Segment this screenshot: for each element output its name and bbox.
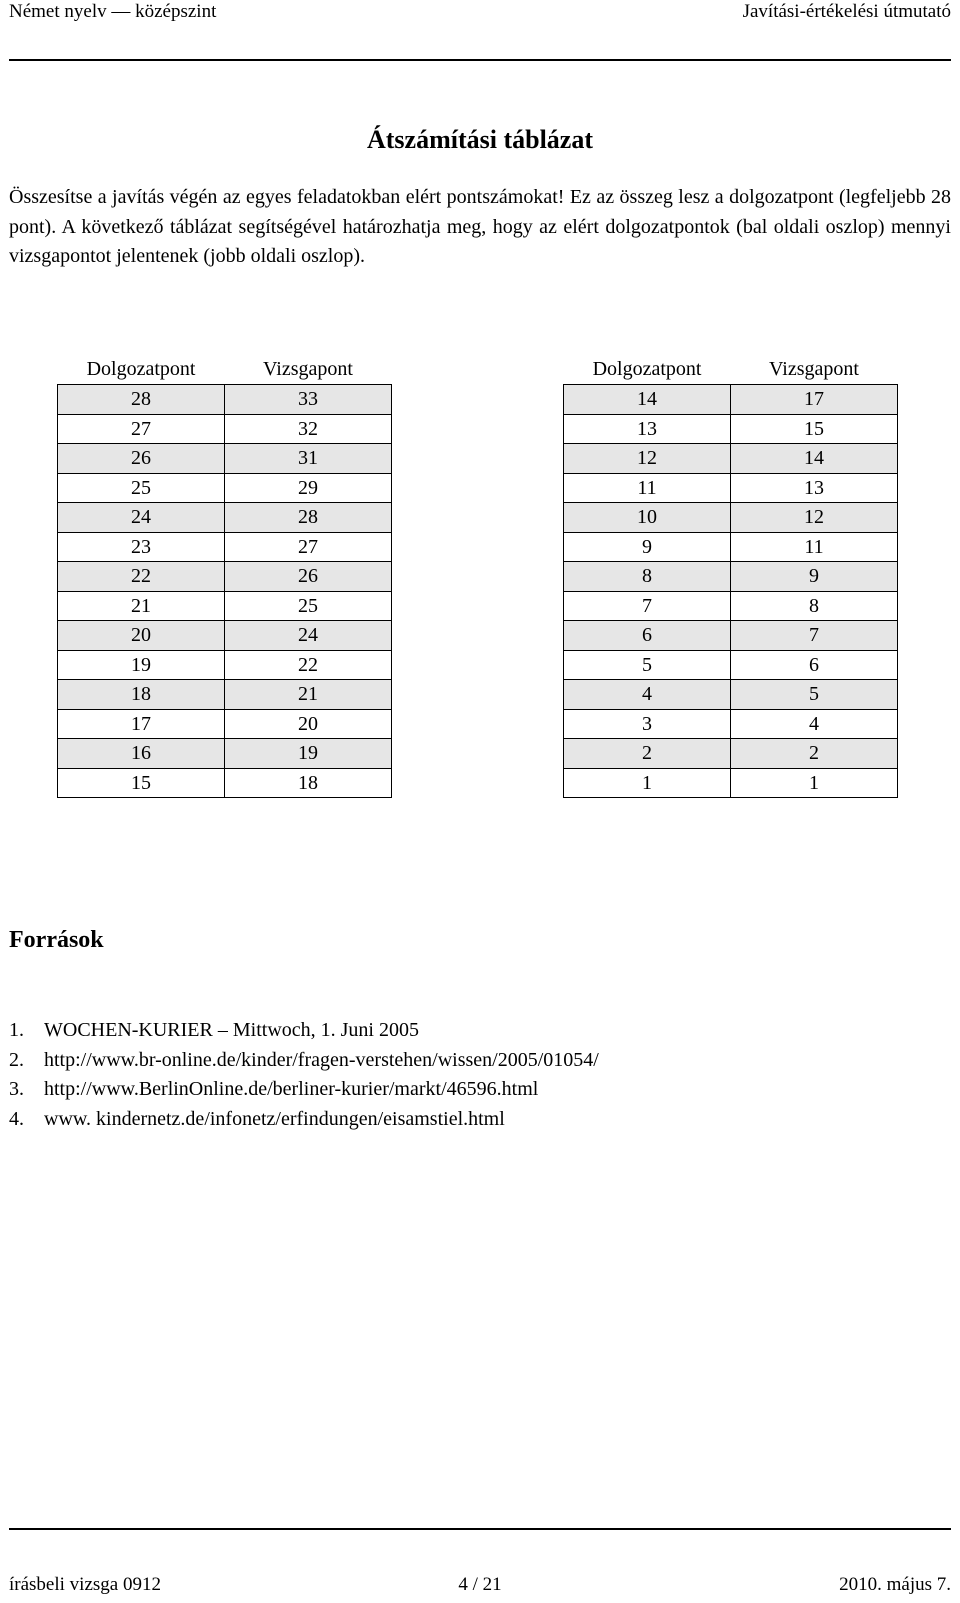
source-text: WOCHEN-KURIER – Mittwoch, 1. Juni 2005 <box>44 1019 419 1041</box>
table-row <box>564 532 898 562</box>
table-row <box>58 591 392 621</box>
table-row <box>564 621 898 651</box>
table-row <box>564 650 898 680</box>
table-row <box>58 739 392 769</box>
cell-dolgozatpont: 18 <box>58 680 225 710</box>
cell-vizsgapont: 18 <box>225 768 392 798</box>
cell-vizsgapont: 29 <box>225 473 392 503</box>
source-item <box>9 1105 599 1135</box>
cell-dolgozatpont: 19 <box>58 650 225 680</box>
cell-dolgozatpont: 4 <box>564 680 731 710</box>
page-title: Átszámítási táblázat <box>366 125 593 154</box>
conversion-table-left <box>57 355 392 798</box>
cell-vizsgapont: 31 <box>225 444 392 474</box>
cell-dolgozatpont: 8 <box>564 562 731 592</box>
table-row <box>564 414 898 444</box>
cell-vizsgapont: 9 <box>731 562 898 592</box>
cell-vizsgapont: 26 <box>225 562 392 592</box>
cell-vizsgapont: 14 <box>731 444 898 474</box>
cell-dolgozatpont: 12 <box>564 444 731 474</box>
cell-vizsgapont: 13 <box>731 473 898 503</box>
page-header <box>9 0 951 24</box>
column-header-dolgozatpont: Dolgozatpont <box>86 358 196 380</box>
cell-vizsgapont: 2 <box>731 739 898 769</box>
header-document-type: Javítási-értékelési útmutató <box>742 1 951 22</box>
cell-dolgozatpont: 20 <box>58 621 225 651</box>
source-item <box>9 1075 599 1105</box>
cell-vizsgapont: 7 <box>731 621 898 651</box>
table-row <box>58 503 392 533</box>
cell-vizsgapont: 25 <box>225 591 392 621</box>
table-row <box>58 650 392 680</box>
source-number: 1. <box>9 1019 24 1041</box>
header-subject: Német nyelv — középszint <box>9 1 217 22</box>
footer-divider <box>9 1528 951 1530</box>
header-divider <box>9 59 951 61</box>
sources-list <box>9 1016 599 1134</box>
cell-dolgozatpont: 2 <box>564 739 731 769</box>
column-header-dolgozatpont: Dolgozatpont <box>592 358 702 380</box>
table-row <box>564 562 898 592</box>
cell-vizsgapont: 4 <box>731 709 898 739</box>
cell-vizsgapont: 5 <box>731 680 898 710</box>
cell-vizsgapont: 22 <box>225 650 392 680</box>
intro-paragraph: Összesítse a javítás végén az egyes feladatokban elért pontszámokat! Ez az összeg lesz a dolgozatpont (legfeljebb 28 pont). A következő táblázat segítségével határozhatja meg, hogy az elért dolgozatpontok (bal oldali oszlop) mennyi vizsgapontot jelentenek (jobb oldali oszlop). <box>9 186 951 267</box>
cell-vizsgapont: 33 <box>225 385 392 415</box>
table-row <box>58 768 392 798</box>
source-link[interactable]: http://www.BerlinOnline.de/berliner-kurier/markt/46596.html <box>44 1078 539 1100</box>
table-row <box>564 444 898 474</box>
footer-page-number: 4 / 21 <box>458 1574 502 1595</box>
cell-dolgozatpont: 10 <box>564 503 731 533</box>
table-row <box>58 562 392 592</box>
cell-vizsgapont: 21 <box>225 680 392 710</box>
table-row <box>564 503 898 533</box>
table-row <box>58 680 392 710</box>
cell-dolgozatpont: 16 <box>58 739 225 769</box>
table-row <box>564 768 898 798</box>
table-row <box>564 591 898 621</box>
cell-dolgozatpont: 5 <box>564 650 731 680</box>
conversion-table-right <box>563 355 898 798</box>
cell-dolgozatpont: 14 <box>564 385 731 415</box>
source-number: 4. <box>9 1107 24 1130</box>
source-number: 3. <box>9 1078 24 1100</box>
footer-date: 2010. május 7. <box>839 1574 951 1595</box>
cell-dolgozatpont: 27 <box>58 414 225 444</box>
source-link[interactable]: www. kindernetz.de/infonetz/erfindungen/eisamstiel.html <box>44 1107 505 1130</box>
cell-dolgozatpont: 23 <box>58 532 225 562</box>
sources-heading: Források <box>9 927 104 953</box>
table-row <box>58 473 392 503</box>
cell-dolgozatpont: 11 <box>564 473 731 503</box>
cell-dolgozatpont: 13 <box>564 414 731 444</box>
cell-vizsgapont: 19 <box>225 739 392 769</box>
cell-vizsgapont: 6 <box>731 650 898 680</box>
table-row <box>58 444 392 474</box>
table-row <box>564 680 898 710</box>
cell-vizsgapont: 32 <box>225 414 392 444</box>
cell-vizsgapont: 20 <box>225 709 392 739</box>
page-footer <box>9 1573 951 1597</box>
cell-vizsgapont: 8 <box>731 591 898 621</box>
cell-dolgozatpont: 28 <box>58 385 225 415</box>
cell-dolgozatpont: 7 <box>564 591 731 621</box>
table-row <box>564 473 898 503</box>
column-header-vizsgapont: Vizsgapont <box>263 358 353 380</box>
table-row <box>58 385 392 415</box>
cell-dolgozatpont: 15 <box>58 768 225 798</box>
cell-dolgozatpont: 3 <box>564 709 731 739</box>
cell-vizsgapont: 1 <box>731 768 898 798</box>
cell-vizsgapont: 17 <box>731 385 898 415</box>
cell-dolgozatpont: 24 <box>58 503 225 533</box>
table-header-row <box>564 355 898 385</box>
cell-dolgozatpont: 21 <box>58 591 225 621</box>
table-row <box>58 709 392 739</box>
cell-dolgozatpont: 26 <box>58 444 225 474</box>
table-header-row <box>58 355 392 385</box>
cell-dolgozatpont: 17 <box>58 709 225 739</box>
cell-vizsgapont: 12 <box>731 503 898 533</box>
source-item <box>9 1016 599 1046</box>
cell-vizsgapont: 15 <box>731 414 898 444</box>
cell-dolgozatpont: 6 <box>564 621 731 651</box>
table-row <box>58 532 392 562</box>
cell-vizsgapont: 27 <box>225 532 392 562</box>
cell-vizsgapont: 28 <box>225 503 392 533</box>
cell-vizsgapont: 24 <box>225 621 392 651</box>
footer-exam-code: írásbeli vizsga 0912 <box>9 1574 161 1595</box>
cell-dolgozatpont: 22 <box>58 562 225 592</box>
table-row <box>58 621 392 651</box>
column-header-vizsgapont: Vizsgapont <box>769 358 859 380</box>
source-number: 2. <box>9 1048 24 1071</box>
source-item <box>9 1046 599 1076</box>
table-row <box>564 739 898 769</box>
cell-dolgozatpont: 25 <box>58 473 225 503</box>
cell-dolgozatpont: 9 <box>564 532 731 562</box>
source-link[interactable]: http://www.br-online.de/kinder/fragen-verstehen/wissen/2005/01054/ <box>44 1048 599 1071</box>
cell-vizsgapont: 11 <box>731 532 898 562</box>
table-row <box>564 385 898 415</box>
table-row <box>58 414 392 444</box>
table-row <box>564 709 898 739</box>
cell-dolgozatpont: 1 <box>564 768 731 798</box>
